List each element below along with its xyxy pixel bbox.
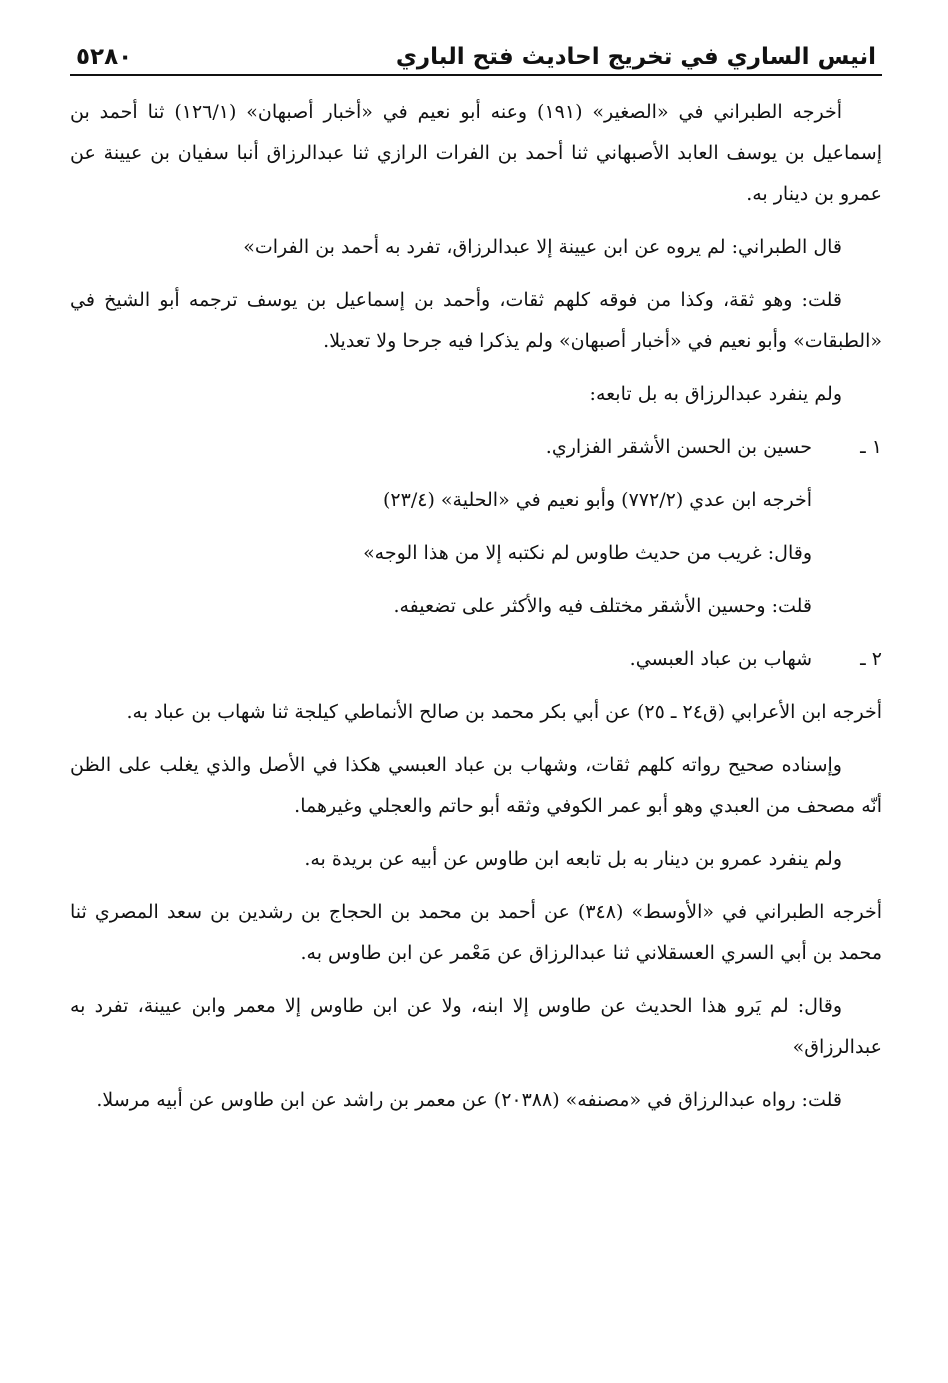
paragraph-2: قال الطبراني: لم يروه عن ابن عيينة إلا عبدالرزاق، تفرد به أحمد بن الفرات» [243, 236, 842, 258]
paragraph-3: قلت: وهو ثقة، وكذا من فوقه كلهم ثقات، وأحمد بن إسماعيل بن يوسف ترجمه أبو الشيخ في «الطبقات» وأبو نعيم في «أخبار أصبهان» ولم يذكرا فيه جرحا ولا تعديلا. [70, 289, 882, 352]
page-number: ٥٢٨٠ [76, 44, 133, 70]
list-item-2-text: شهاب بن عباد العبسي. [629, 648, 812, 670]
list-item-1-sub-1: أخرجه ابن عدي (٧٧٢/٢) وأبو نعيم في «الحلية» (٢٣/٤) [383, 489, 812, 511]
list-item-1-number: ١ ـ [860, 436, 882, 458]
paragraph-1: أخرجه الطبراني في «الصغير» (١٩١) وعنه أبو نعيم في «أخبار أصبهان» (١٢٦/١) ثنا أحمد بن إسماعيل بن يوسف العابد الأصبهاني ثنا أحمد بن الفرات الرازي ثنا عبدالرزاق أنبا سفيان بن عيينة عن عمرو بن دينار به. [70, 101, 882, 205]
paragraph-7: ولم ينفرد عمرو بن دينار به بل تابعه ابن طاوس عن أبيه عن بريدة به. [304, 848, 842, 870]
page-body [70, 92, 882, 1121]
list-item-2-number: ٢ ـ [860, 648, 882, 670]
paragraph-4: ولم ينفرد عبدالرزاق به بل تابعه: [589, 383, 842, 405]
document-page [70, 30, 882, 1360]
list-item-1-text: حسين بن الحسن الأشقر الفزاري. [545, 436, 812, 458]
list-item-2 [70, 639, 882, 680]
list-item-1 [70, 427, 882, 468]
paragraph-9: وقال: لم يَرو هذا الحديث عن طاوس إلا ابنه، ولا عن ابن طاوس إلا معمر وابن عيينة، تفرد به عبدالرزاق» [70, 995, 882, 1058]
page-header [70, 30, 882, 76]
running-title: انيس الساري في تخريج احاديث فتح الباري [395, 44, 876, 70]
paragraph-10: قلت: رواه عبدالرزاق في «مصنفه» (٢٠٣٨٨) عن معمر بن راشد عن ابن طاوس عن أبيه مرسلا. [96, 1089, 842, 1111]
list-item-1-sub-2: وقال: غريب من حديث طاوس لم نكتبه إلا من هذا الوجه» [363, 542, 812, 564]
paragraph-5: أخرجه ابن الأعرابي (ق٢٤ ـ ٢٥) عن أبي بكر محمد بن صالح الأنماطي كيلجة ثنا شهاب بن عباد به. [126, 701, 882, 723]
list-item-1-sub-3: قلت: وحسين الأشقر مختلف فيه والأكثر على تضعيفه. [393, 595, 812, 617]
paragraph-8: أخرجه الطبراني في «الأوسط» (٣٤٨) عن أحمد بن محمد بن الحجاج بن رشدين بن سعد المصري ثنا محمد بن أبي السري العسقلاني ثنا عبدالرزاق عن مَعْمر عن ابن طاوس به. [70, 901, 882, 964]
paragraph-6: وإسناده صحيح رواته كلهم ثقات، وشهاب بن عباد العبسي هكذا في الأصل والذي يغلب على الظن أنّه مصحف من العبدي وهو أبو عمر الكوفي وثقه أبو حاتم والعجلي وغيرهما. [70, 754, 882, 817]
